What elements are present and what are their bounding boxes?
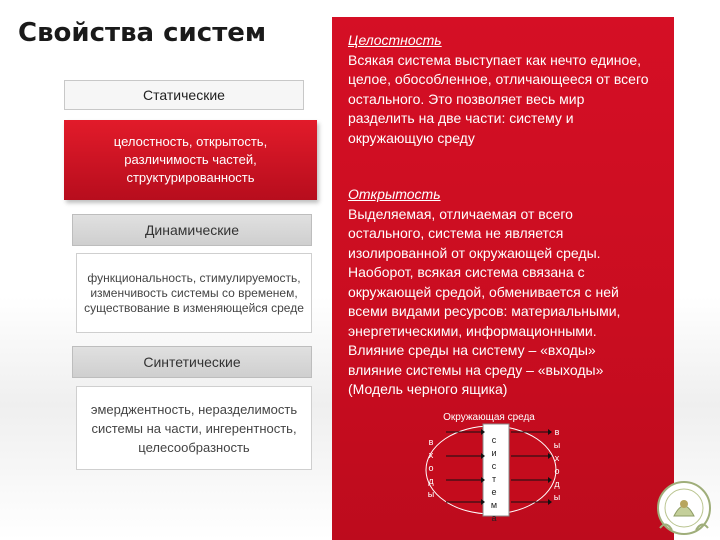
environment-label: Окружающая среда [443,412,535,423]
synthetic-category-description [76,386,312,470]
dynamic-description-text: функциональность, стимулируемость, изменчивость системы со временем, существование в изменяющейся среде [84,270,304,315]
static-category-header: Статические [64,80,304,110]
page-title: Свойства систем [18,18,267,48]
integrity-heading: Целостность [348,32,442,48]
integrity-paragraph [348,31,653,148]
static-description-text: целостность, открытость, различимость частей, структурированность [113,134,268,185]
synthetic-description-text: эмерджентность, неразделимость системы на части, ингерентность, целесообразность [90,401,298,455]
static-category-description [64,120,317,200]
emblem-icon [652,476,716,540]
openness-heading: Открытость [348,186,441,202]
openness-text: Выделяемая, отличаемая от всего остального, система не является изолированной от окружающей среды. Наоборот, всякая система связана с окружающей средой, обменивается с ней всеми видами ресурсов: материальными, энергетическими, информационными. Влияние среды на систему – «входы» влияние системы на среду – «выходы» (Модель черного ящика) [348,205,621,397]
outputs-label [550,426,564,504]
inputs-label-text: в х о д ы [427,437,435,499]
synthetic-category-header: Синтетические [72,346,312,378]
openness-paragraph [348,185,653,400]
system-label-text: с и с т е м а [490,435,498,523]
outputs-label-text: в ы х о д ы [553,427,561,502]
dynamic-category-header: Динамические [72,214,312,246]
dynamic-category-description [76,253,312,333]
system-label [487,434,501,525]
inputs-label [424,436,438,501]
integrity-text: Всякая система выступает как нечто единое, целое, обособленное, отличающееся от всего остального. Это позволяет весь мир разделить на две части: систему и окружающую среду [348,51,649,146]
